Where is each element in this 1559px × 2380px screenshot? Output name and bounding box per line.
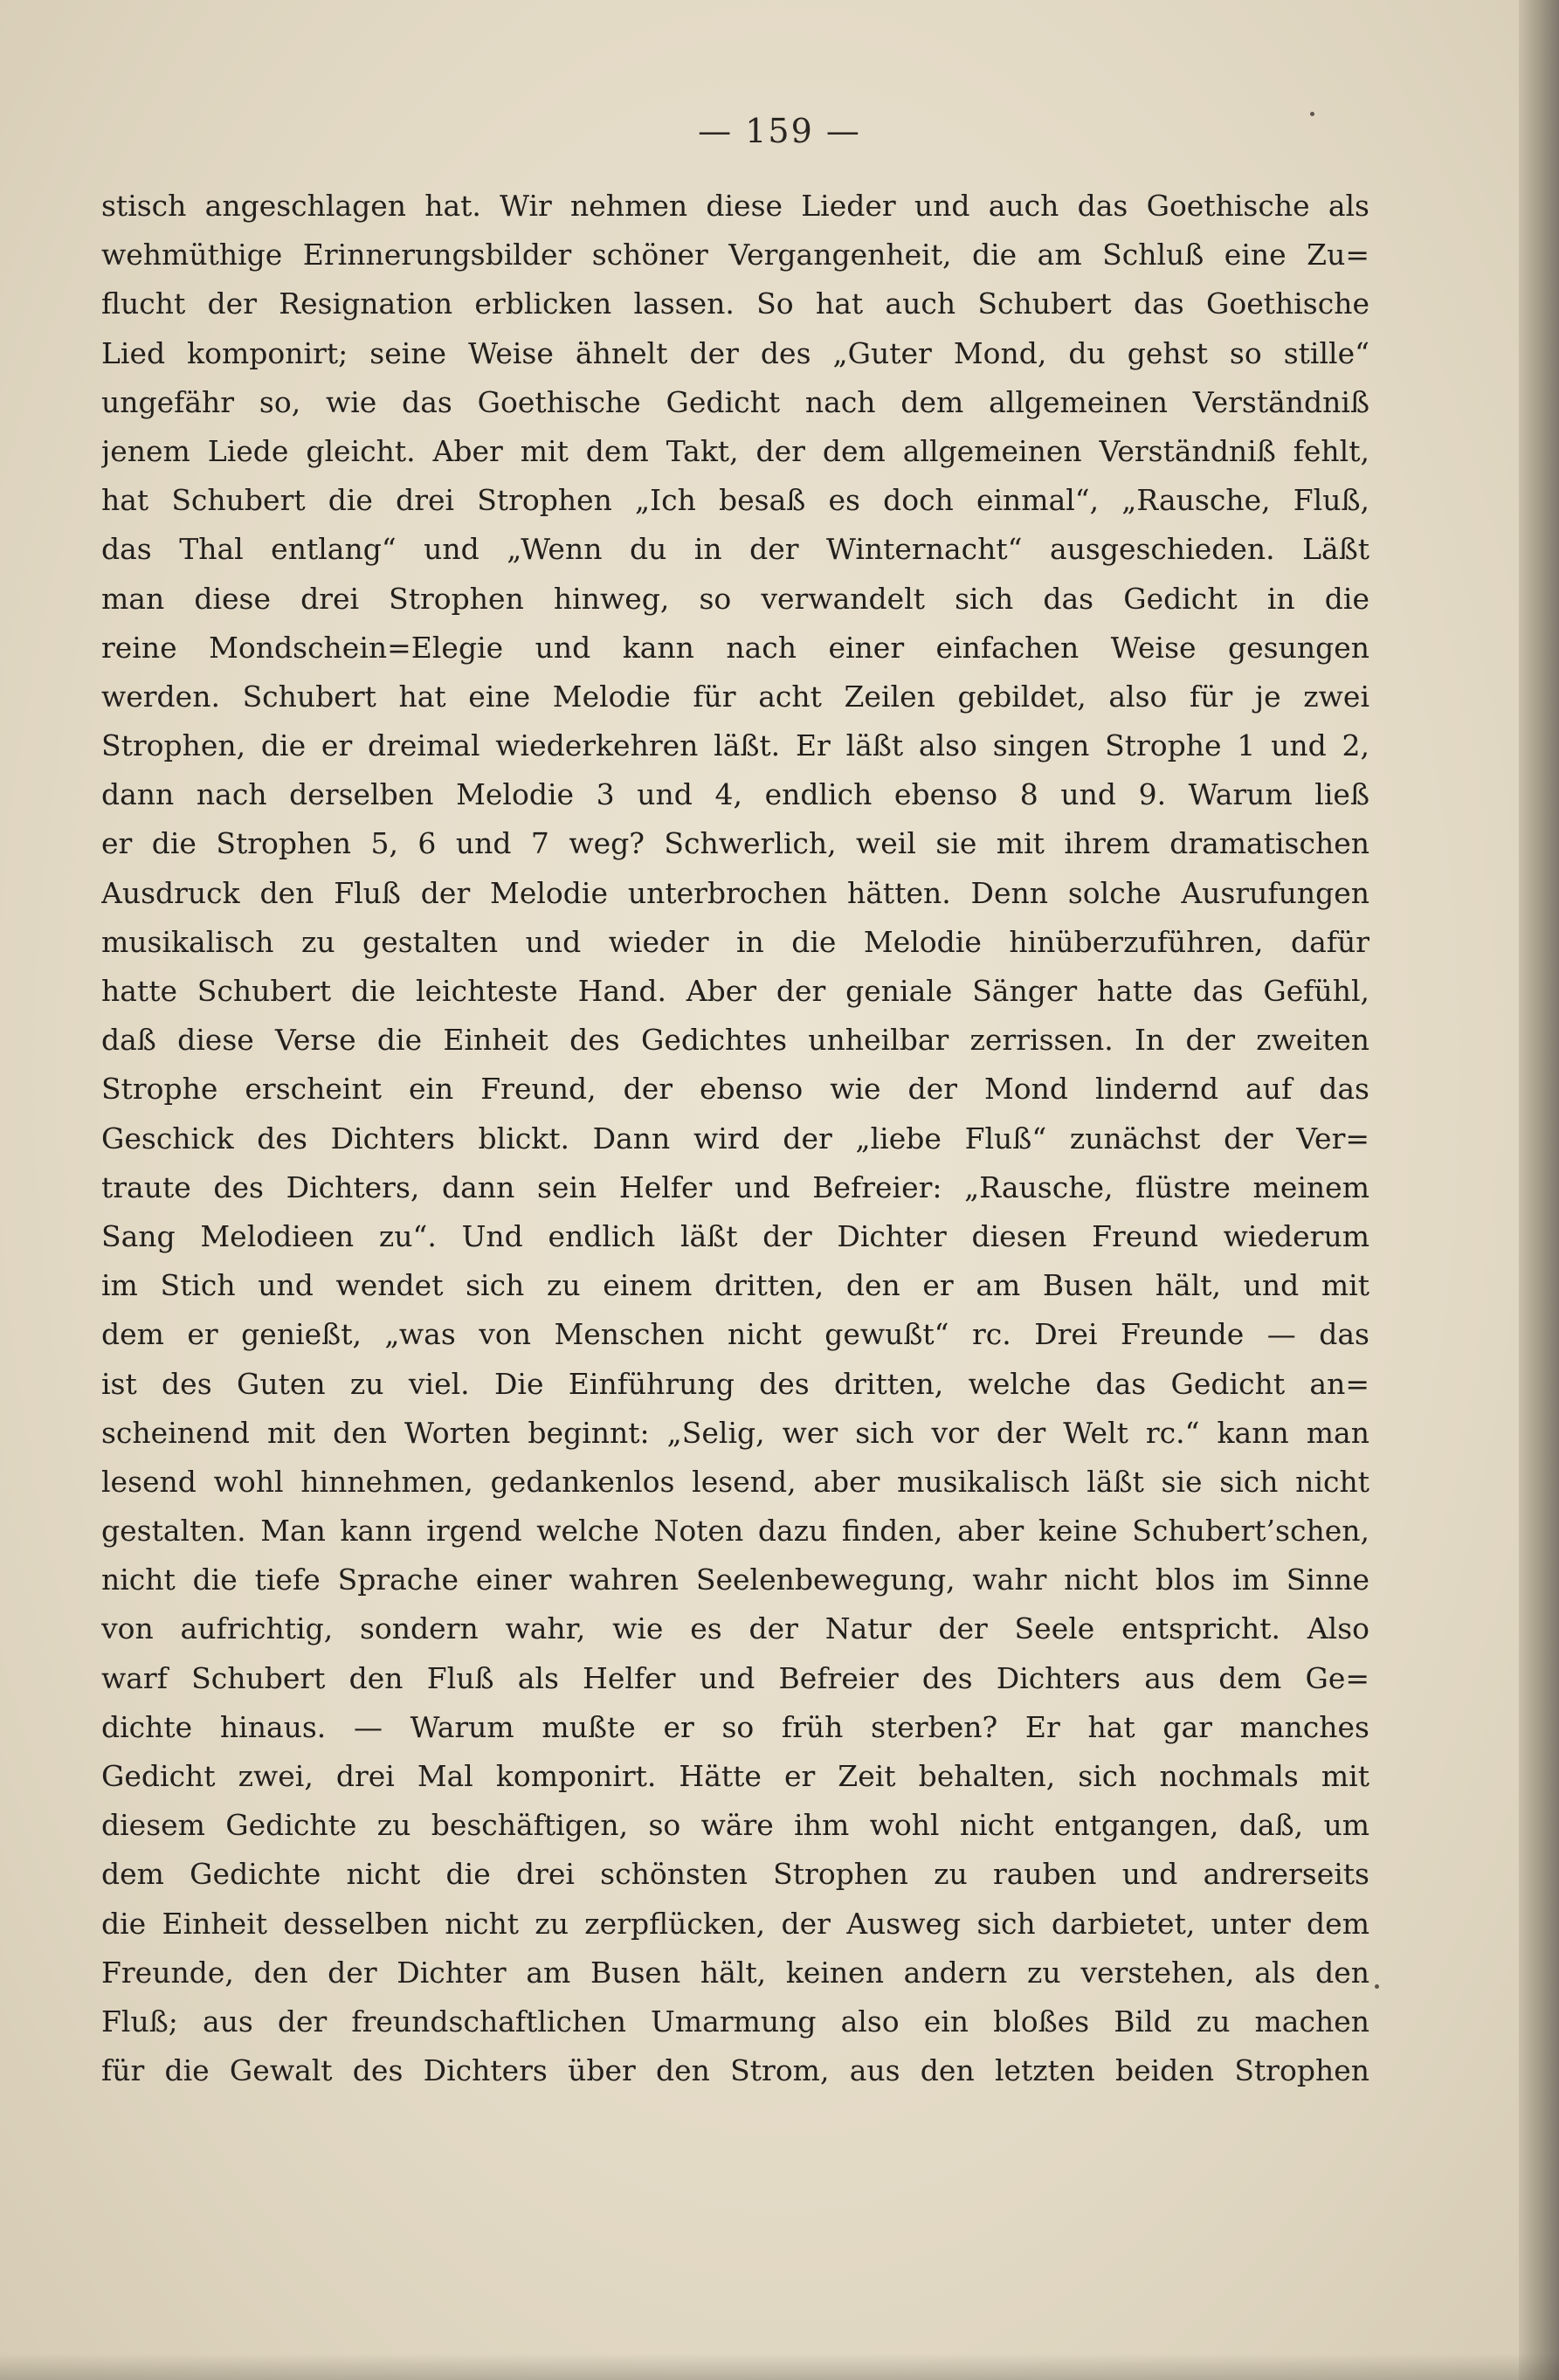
text-line: ungefähr so, wie das Goethische Gedicht nach dem allgemeinen Verständniß — [101, 384, 1369, 419]
text-line: dem er genießt, „was von Menschen nicht gewußt“ rc. Drei Freunde — das — [101, 1317, 1369, 1352]
text-line: von aufrichtig, sondern wahr, wie es der Natur der Seele entspricht. Also — [101, 1611, 1369, 1646]
page-number: — 159 — — [698, 112, 861, 150]
text-line: Gedicht zwei, drei Mal komponirt. Hätte er Zeit behalten, sich nochmals mit — [101, 1759, 1369, 1793]
text-line: Freunde, den der Dichter am Busen hält, keinen andern zu verstehen, als den — [101, 1955, 1369, 1990]
body-text — [101, 182, 1369, 2095]
text-line: er die Strophen 5, 6 und 7 weg? Schwerlich, weil sie mit ihrem dramatischen — [101, 826, 1369, 861]
text-line: reine Mondschein=Elegie und kann nach einer einfachen Weise gesungen — [101, 630, 1369, 665]
text-line: musikalisch zu gestalten und wieder in die Melodie hinüberzuführen, dafür — [101, 924, 1369, 959]
text-line: Sang Melodieen zu“. Und endlich läßt der Dichter diesen Freund wiederum — [101, 1218, 1369, 1253]
text-line: dichte hinaus. — Warum mußte er so früh sterben? Er hat gar manches — [101, 1709, 1369, 1744]
text-line: im Stich und wendet sich zu einem dritten, den er am Busen hält, und mit — [101, 1268, 1369, 1303]
text-line: Strophen, die er dreimal wiederkehren läßt. Er läßt also singen Strophe 1 und 2, — [101, 728, 1369, 763]
text-line: gestalten. Man kann irgend welche Noten dazu finden, aber keine Schubert’schen, — [101, 1514, 1369, 1549]
text-line: Lied komponirt; seine Weise ähnelt der des „Guter Mond, du gehst so stille“ — [101, 335, 1369, 370]
text-line: scheinend mit den Worten beginnt: „Selig, wer sich vor der Welt rc.“ kann man — [101, 1415, 1369, 1450]
text-line: warf Schubert den Fluß als Helfer und Befreier des Dichters aus dem Ge= — [101, 1660, 1369, 1695]
text-line: wehmüthige Erinnerungsbilder schöner Vergangenheit, die am Schluß eine Zu= — [101, 238, 1369, 272]
text-line: Ausdruck den Fluß der Melodie unterbrochen hätten. Denn solche Ausrufungen — [101, 875, 1369, 910]
page-edge-right — [1519, 0, 1559, 2380]
text-line: für die Gewalt des Dichters über den Strom, aus den letzten beiden Strophen — [101, 2053, 1369, 2088]
text-line: die Einheit desselben nicht zu zerpflücken, der Ausweg sich darbietet, unter dem — [101, 1906, 1369, 1941]
text-line: man diese drei Strophen hinweg, so verwandelt sich das Gedicht in die — [101, 581, 1369, 616]
text-line: flucht der Resignation erblicken lassen. So hat auch Schubert das Goethische — [101, 286, 1369, 321]
text-line: Fluß; aus der freundschaftlichen Umarmung also ein bloßes Bild zu machen — [101, 2004, 1369, 2039]
text-line: werden. Schubert hat eine Melodie für acht Zeilen gebildet, also für je zwei — [101, 679, 1369, 714]
text-line: traute des Dichters, dann sein Helfer und Befreier: „Rausche, flüstre meinem — [101, 1169, 1369, 1204]
text-line: dann nach derselben Melodie 3 und 4, endlich ebenso 8 und 9. Warum ließ — [101, 777, 1369, 812]
text-line: hatte Schubert die leichteste Hand. Aber der geniale Sänger hatte das Gefühl, — [101, 974, 1369, 1008]
text-line: hat Schubert die drei Strophen „Ich besaß es doch einmal“, „Rausche, Fluß, — [101, 483, 1369, 518]
text-line: das Thal entlang“ und „Wenn du in der Winternacht“ ausgeschieden. Läßt — [101, 532, 1369, 567]
text-line: daß diese Verse die Einheit des Gedichtes unheilbar zerrissen. In der zweiten — [101, 1023, 1369, 1058]
text-line: nicht die tiefe Sprache einer wahren Seelenbewegung, wahr nicht blos im Sinne — [101, 1563, 1369, 1597]
text-line: lesend wohl hinnehmen, gedankenlos lesend, aber musikalisch läßt sie sich nicht — [101, 1464, 1369, 1499]
text-line: stisch angeschlagen hat. Wir nehmen diese Lieder und auch das Goethische als — [101, 189, 1369, 223]
text-line: jenem Liede gleicht. Aber mit dem Takt, der dem allgemeinen Verständniß fehlt, — [101, 433, 1369, 468]
text-line: Strophe erscheint ein Freund, der ebenso wie der Mond lindernd auf das — [101, 1072, 1369, 1107]
page-edge-bottom — [0, 2354, 1559, 2380]
text-line: Geschick des Dichters blickt. Dann wird der „liebe Fluß“ zunächst der Ver= — [101, 1121, 1369, 1156]
text-line: diesem Gedichte zu beschäftigen, so wäre ihm wohl nicht entgangen, daß, um — [101, 1808, 1369, 1843]
paper-speck — [1375, 1984, 1379, 1989]
text-line: dem Gedichte nicht die drei schönsten Strophen zu rauben und andrerseits — [101, 1857, 1369, 1892]
text-line: ist des Guten zu viel. Die Einführung des dritten, welche das Gedicht an= — [101, 1366, 1369, 1401]
